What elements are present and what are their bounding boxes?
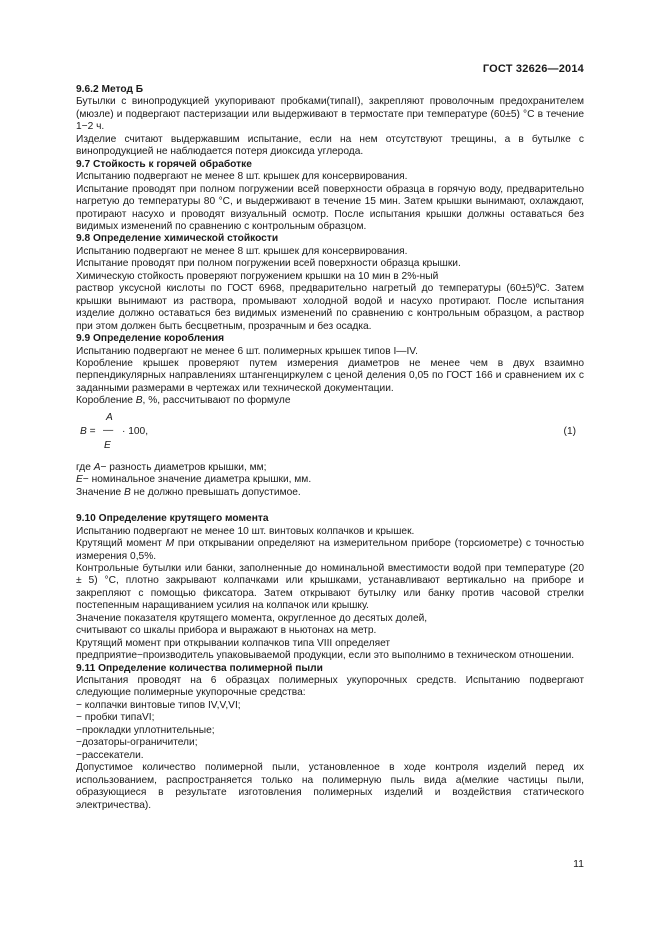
section-heading-9-11: 9.11 Определение количества полимерной пыли	[76, 662, 323, 674]
text: где	[76, 461, 94, 473]
document-body	[76, 84, 584, 812]
section-heading-9-6-2: 9.6.2 Метод Б	[76, 84, 144, 95]
paragraph: предприятие−производитель упаковываемой продукции, если это выполнимо в техническом отношении.	[76, 650, 575, 662]
list-item: −прокладки уплотнительные;	[76, 724, 215, 736]
text: Коробление	[76, 395, 136, 407]
formula-denominator: Е	[104, 439, 111, 451]
formula-1	[76, 412, 584, 454]
section-heading-9-9: 9.9 Определение коробления	[76, 333, 225, 345]
formula-number: (1)	[563, 425, 576, 437]
formula-numerator: А	[106, 411, 113, 423]
paragraph: Допустимое количество полимерной пыли, установленное в ходе контроля изделий перед их использованием, распространяется только на полимерную пыль вида а(мелкие частицы пыли, образующиеся в результате изготовления полимерных изделий и воздействия статического электричества).	[76, 762, 584, 811]
paragraph: Значение показателя крутящего момента, округленное до десятых долей,	[76, 612, 428, 624]
section-heading-9-10: 9.10 Определение крутящего момента	[76, 513, 269, 525]
variable-b: В	[124, 486, 131, 498]
paragraph: Химическую стойкость проверяют погружением крышки на 10 мин в 2%-ный	[76, 270, 439, 282]
formula-intro	[76, 395, 584, 407]
text: при открывании определяют на измерительном приборе (торсиометре) с точностью измерения 0,5%.	[76, 538, 584, 562]
paragraph: Испытание проводят при полном погружении всей поверхности образца в горячую воду, предварительно нагретую до температуры 80 °С, и выдерживают в течение 15 мин. Затем крышки вынимают, охлаждают, протирают насухо и проводят визуальный осмотр. После испытания крышки должны оставаться без видимых изменений по сравнению с контрольным образцом.	[76, 183, 584, 232]
list-item: − пробки типаVI;	[76, 712, 155, 724]
document-page	[76, 0, 584, 936]
page-number: 11	[573, 858, 584, 870]
section-heading-9-8: 9.8 Определение химической стойкости	[76, 233, 279, 245]
formula-variable-b: В	[80, 425, 87, 437]
paragraph: Испытанию подвергают не менее 8 шт. крышек для консервирования.	[76, 245, 408, 257]
list-item: −рассекатели.	[76, 749, 144, 761]
variable-a: А	[93, 461, 101, 473]
paragraph: Изделие считают выдержавшим испытание, если на нем отсутствуют трещины, а в бутылке с винопродукцией не наблюдается потеря диоксида углерода.	[76, 133, 584, 158]
formula-multiplier: · 100,	[122, 425, 149, 437]
section-heading-9-7: 9.7 Стойкость к горячей обработке	[76, 158, 252, 170]
variable-e: Е	[76, 474, 83, 486]
paragraph: Испытанию подвергают не менее 6 шт. полимерных крышек типов I—IV.	[76, 345, 418, 357]
text: Крутящий момент	[76, 538, 166, 550]
formula-equals: =	[86, 425, 96, 437]
fraction-bar: —	[103, 424, 114, 436]
paragraph: раствор уксусной кислоты по ГОСТ 6968, предварительно нагретый до температуры (60±5)ºС. Затем крышки вынимают из раствора, промывают холодной водой и насухо протирают. После испытания изделие должно оставаться без видимых изменений по сравнению с контрольным образцом, а раствор при этом должен быть бесцветным, прозрачным и без осадка.	[76, 283, 584, 332]
text: , %, рассчитывают по формуле	[142, 395, 291, 407]
paragraph: Испытание проводят при полном погружении всей поверхности образца крышки.	[76, 258, 461, 270]
paragraph	[76, 538, 584, 563]
paragraph: Испытания проводят на 6 образцах полимерных укупорочных средств. Испытанию подвергают следующие полимерные укупорочные средства:	[76, 675, 584, 699]
paragraph: Крутящий момент при открывании колпачков типа VIII определяет	[76, 637, 391, 649]
paragraph: Контрольные бутылки или банки, заполненные до номинальной вместимости водой при температуре (20 ± 5) °С, плотно закрывают колпачками или крышками, устанавливают вертикально на приборе и закрепляют с помощью фиксатора. Затем открывают бутылку или банку против часовой стрелки постепенным наращиванием усилия на колпачок или крышку.	[76, 562, 584, 612]
standard-header: ГОСТ 32626—2014	[482, 63, 584, 75]
paragraph: Коробление крышек проверяют путем измерения диаметров не менее чем в двух взаимно перпендикулярных направлениях штангенциркулем с ценой деления 0,05 по ГОСТ 166 и сравнением их с заданными размерами в чертежах или технической документации.	[76, 357, 584, 394]
paragraph: считывают со шкалы прибора и выражают в ньютонах на метр.	[76, 625, 377, 637]
paragraph: Бутылки с винопродукцией укупоривают пробками(типаII), закрепляют проволочным предохранителем (мюзле) и подвергают пастеризации или выдерживают в термостате при температуре (60±5) °С в течение 1−2 ч.	[76, 96, 584, 133]
list-item: −дозаторы-ограничители;	[76, 737, 198, 749]
where-line-e	[76, 474, 584, 486]
formula-lhs	[80, 426, 96, 438]
paragraph: Испытанию подвергают не менее 8 шт. крышек для консервирования.	[76, 171, 408, 183]
list-item: − колпачки винтовые типов IV,V,VI;	[76, 699, 241, 711]
text: Значение	[76, 486, 125, 498]
text: − разность диаметров крышки, мм;	[100, 461, 267, 473]
text: не должно превышать допустимое.	[130, 486, 301, 498]
paragraph: Испытанию подвергают не менее 10 шт. винтовых колпачков и крышек.	[76, 525, 415, 537]
where-line-a	[76, 462, 584, 474]
where-line-b	[76, 487, 584, 499]
variable-m: М	[165, 538, 175, 550]
text: − номинальное значение диаметра крышки, мм.	[82, 474, 312, 486]
variable-b: В	[135, 395, 143, 407]
